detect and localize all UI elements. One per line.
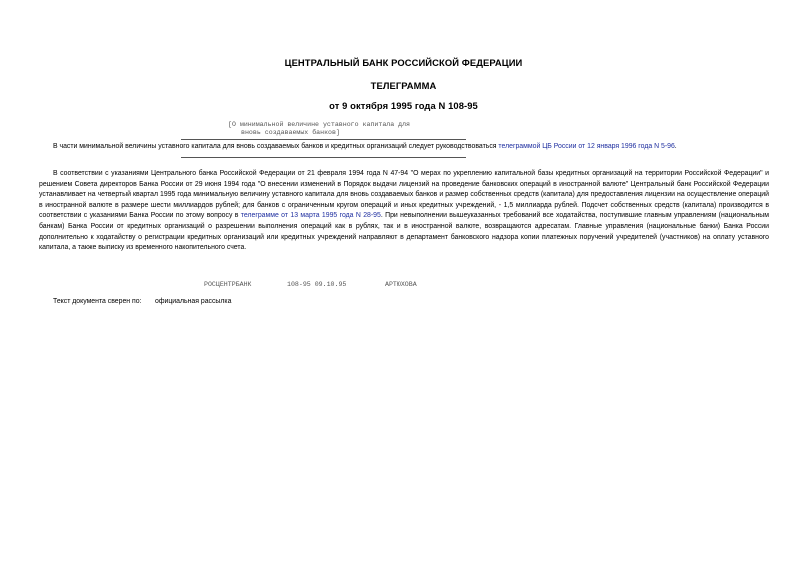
issuer-heading: ЦЕНТРАЛЬНЫЙ БАНК РОССИЙСКОЙ ФЕДЕРАЦИИ [284, 57, 523, 68]
editorial-title-note [228, 121, 428, 137]
verification-footer [53, 298, 231, 305]
note-line-1: [О минимальной величине уставного капитала для [228, 121, 411, 128]
editorial-comment-end: . [674, 143, 677, 150]
editorial-comment [53, 142, 773, 153]
body-text-part-1: В соответствии с указаниями Центрального банка Российской Федерации от 21 февраля 1994 года N 47-94 "О мерах по укреплению капитальной базы кредитных организаций на территории Российской Федерации" и решением Совета директоров Банка России от 29 июня 1994 года "О внесении изменений в Порядок выдачи лицензий на проведение банковских операций в иностранной валюте" Центральный банк Российской Федерации устанавливает на четвертый квартал 1995 года минимальную величину уставного капитала для вновь создаваемых банков и размер собственных средств (капитала) для предоставления лицензии на осуществление операций в иностранной валюте в размере шести миллиардов рублей; для банков с ограниченным кругом операций и иных кредитных учреждений, - 1,5 миллиарда рублей. Подсчет собственных средств (капитала) производится в соответствии с указаниями Банка России по этому вопросу в [39, 170, 769, 220]
signature-reference: 108-95 09.10.95 [287, 281, 347, 288]
document-type-heading: ТЕЛЕГРАММА [370, 80, 437, 91]
editorial-reference-link[interactable]: телеграммой ЦБ России от 12 января 1996 года N 5-96 [498, 143, 675, 150]
signature-sender: РОСЦЕНТРБАНК [204, 281, 252, 288]
editorial-comment-text: В части минимальной величины уставного капитала для вновь создаваемых банков и кредитных организаций следует руководствоваться [53, 143, 499, 150]
divider-top [181, 139, 466, 140]
body-paragraph [39, 169, 769, 254]
verification-source: официальная рассылка [155, 298, 232, 305]
divider-bottom [181, 157, 466, 158]
signature-name: АРТЮХОВА [385, 281, 417, 288]
body-reference-link[interactable]: телеграмме от 13 марта 1995 года N 28-95 [240, 212, 381, 220]
body-text-part-2: . При невыполнении вышеуказанных требований все ходатайства, поступившие главным управлениям (национальным банкам) Банка России от кредитных организаций о разрешении выполнения операций как в рублях, так и в иностранной валюте, возвращаются адресатам. Главные управления (национальные банки) Банка России дополнительно к ходатайству о регистрации кредитных организаций или кредитных учреждений направляют в департамент банковского надзора копии платежных поручений учредителей (участников) на оплату уставного капитала, а также выписку из временного накопительного счета. [39, 212, 769, 252]
verification-label: Текст документа сверен по: [53, 298, 142, 305]
note-line-2: вновь создаваемых банков] [241, 129, 340, 136]
date-number-heading: от 9 октября 1995 года N 108-95 [329, 100, 478, 111]
